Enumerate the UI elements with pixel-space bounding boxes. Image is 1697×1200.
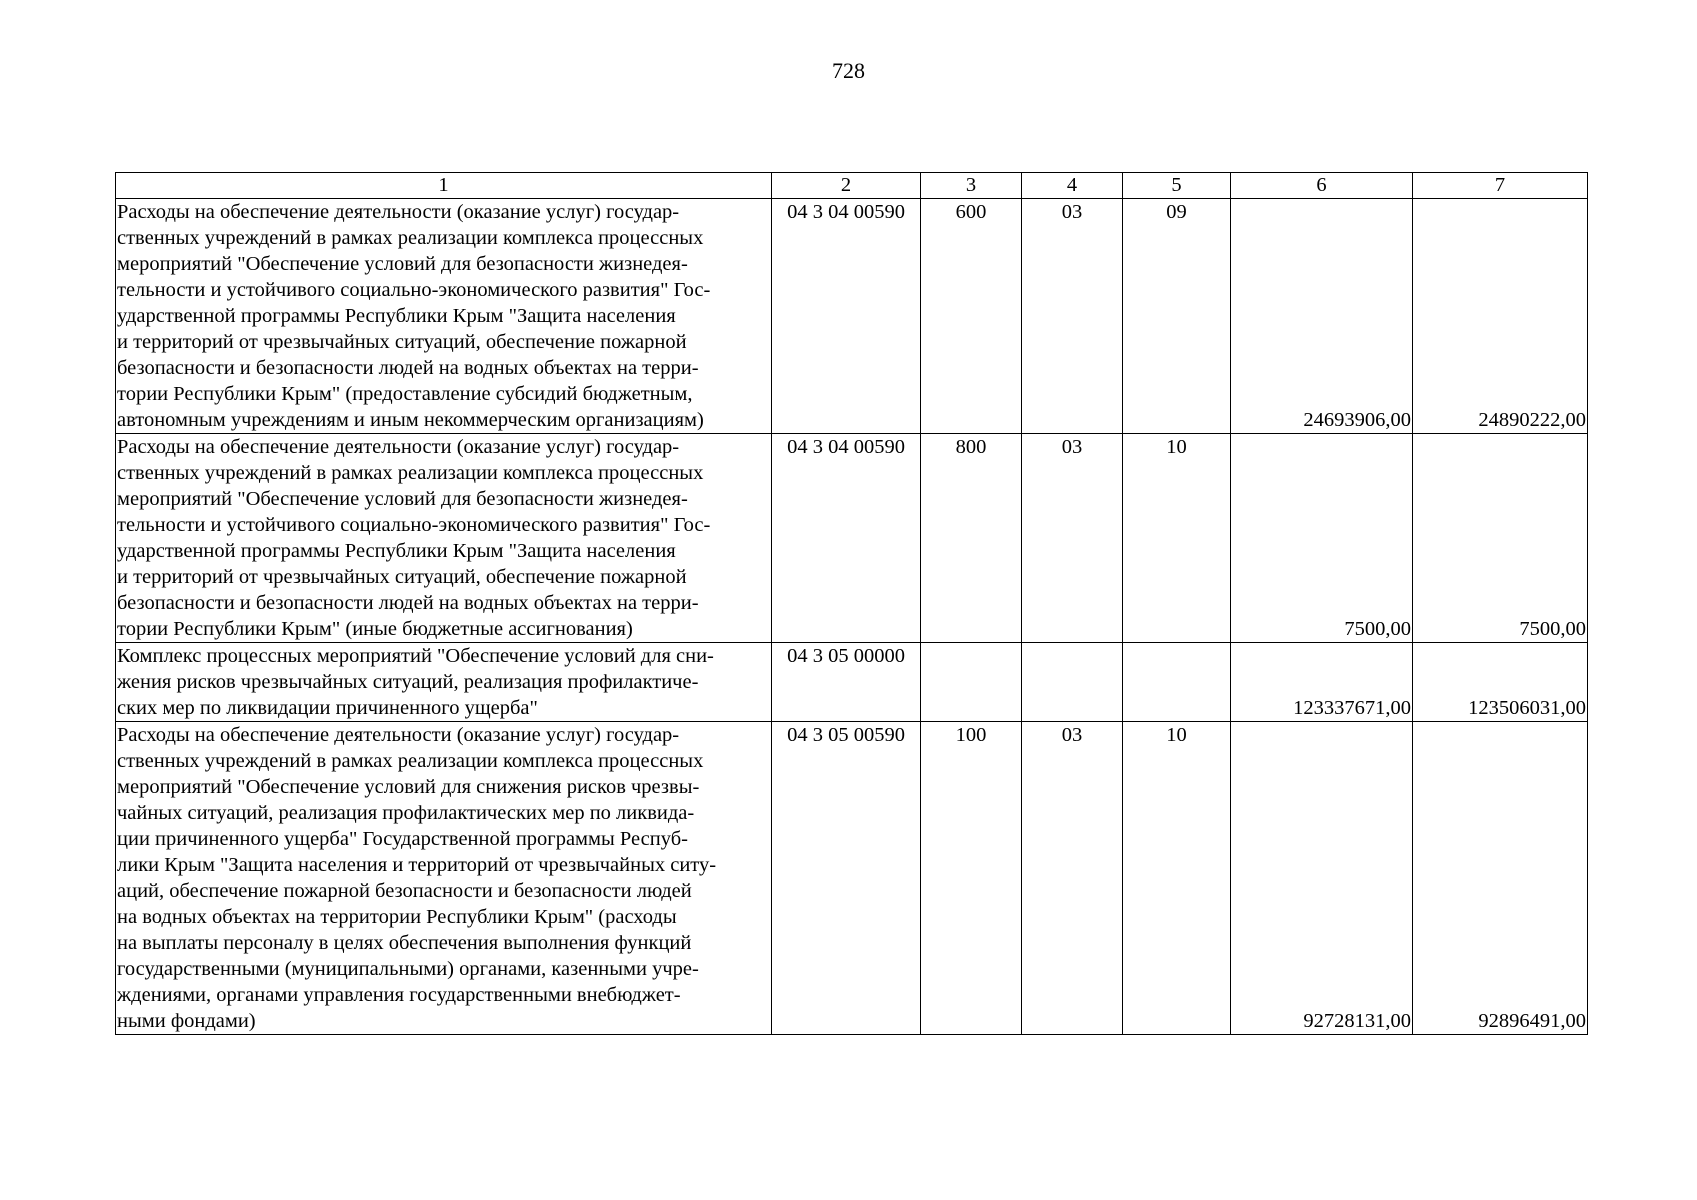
- row-target-article-code: 04 3 04 00590: [772, 199, 921, 434]
- row-amount-col7: 7500,00: [1413, 434, 1588, 643]
- row-section-code: 03: [1022, 722, 1123, 1035]
- row-section-code: [1022, 643, 1123, 722]
- row-description: Расходы на обеспечение деятельности (оказание услуг) государ- ственных учреждений в рамках реализации комплекса процессных мероприятий "Обеспечение условий для безопасности жизнедея- тельности и устойчивого социально-экономического развития" Гос- ударственной программы Республики Крым "Защита населения и территорий от чрезвычайных ситуаций, обеспечение пожарной безопасности и безопасности людей на водных объектах на терри- тории Республики Крым" (иные бюджетные ассигнования): [116, 434, 772, 643]
- row-description: Расходы на обеспечение деятельности (оказание услуг) государ- ственных учреждений в рамках реализации комплекса процессных мероприятий "Обеспечение условий для безопасности жизнедея- тельности и устойчивого социально-экономического развития" Гос- ударственной программы Республики Крым "Защита населения и территорий от чрезвычайных ситуаций, обеспечение пожарной безопасности и безопасности людей на водных объектах на терри- тории Республики Крым" (предоставление субсидий бюджетным, автономным учреждениям и иным некоммерческим организациям): [116, 199, 772, 434]
- column-header: 2: [772, 173, 921, 199]
- row-subsection-code: 10: [1123, 722, 1231, 1035]
- row-description: Расходы на обеспечение деятельности (оказание услуг) государ- ственных учреждений в рамках реализации комплекса процессных мероприятий "Обеспечение условий для снижения рисков чрезвы- чайных ситуаций, реализация профилактических мер по ликвида- ции причиненного ущерба" Государственной программы Респуб- лики Крым "Защита населения и территорий от чрезвычайных ситу- аций, обеспечение пожарной безопасности и безопасности людей на водных объектах на территории Республики Крым" (расходы на выплаты персоналу в целях обеспечения выполнения функций государственными (муниципальными) органами, казенными учре- ждениями, органами управления государственными внебюджет- ными фондами): [116, 722, 772, 1035]
- row-amount-col7: 24890222,00: [1413, 199, 1588, 434]
- column-header: 7: [1413, 173, 1588, 199]
- budget-table: [115, 172, 1588, 1035]
- row-subsection-code: 10: [1123, 434, 1231, 643]
- table-row: [116, 722, 1588, 1035]
- row-expense-type-code: 800: [921, 434, 1022, 643]
- row-amount-col6: 24693906,00: [1231, 199, 1413, 434]
- column-header: 3: [921, 173, 1022, 199]
- row-section-code: 03: [1022, 434, 1123, 643]
- column-header: 4: [1022, 173, 1123, 199]
- row-description: Комплекс процессных мероприятий "Обеспечение условий для сни- жения рисков чрезвычайных ситуаций, реализация профилактиче- ских мер по ликвидации причиненного ущерба": [116, 643, 772, 722]
- row-amount-col6: 123337671,00: [1231, 643, 1413, 722]
- row-section-code: 03: [1022, 199, 1123, 434]
- row-expense-type-code: 100: [921, 722, 1022, 1035]
- row-target-article-code: 04 3 05 00000: [772, 643, 921, 722]
- row-amount-col7: 123506031,00: [1413, 643, 1588, 722]
- row-amount-col6: 7500,00: [1231, 434, 1413, 643]
- table-row: [116, 643, 1588, 722]
- table-row: [116, 199, 1588, 434]
- table-header-row: [116, 173, 1588, 199]
- row-expense-type-code: [921, 643, 1022, 722]
- row-subsection-code: [1123, 643, 1231, 722]
- row-amount-col7: 92896491,00: [1413, 722, 1588, 1035]
- row-target-article-code: 04 3 05 00590: [772, 722, 921, 1035]
- row-amount-col6: 92728131,00: [1231, 722, 1413, 1035]
- table-row: [116, 434, 1588, 643]
- row-expense-type-code: 600: [921, 199, 1022, 434]
- row-subsection-code: 09: [1123, 199, 1231, 434]
- page-number: 728: [832, 58, 865, 83]
- column-header: 1: [116, 173, 772, 199]
- row-target-article-code: 04 3 04 00590: [772, 434, 921, 643]
- column-header: 6: [1231, 173, 1413, 199]
- column-header: 5: [1123, 173, 1231, 199]
